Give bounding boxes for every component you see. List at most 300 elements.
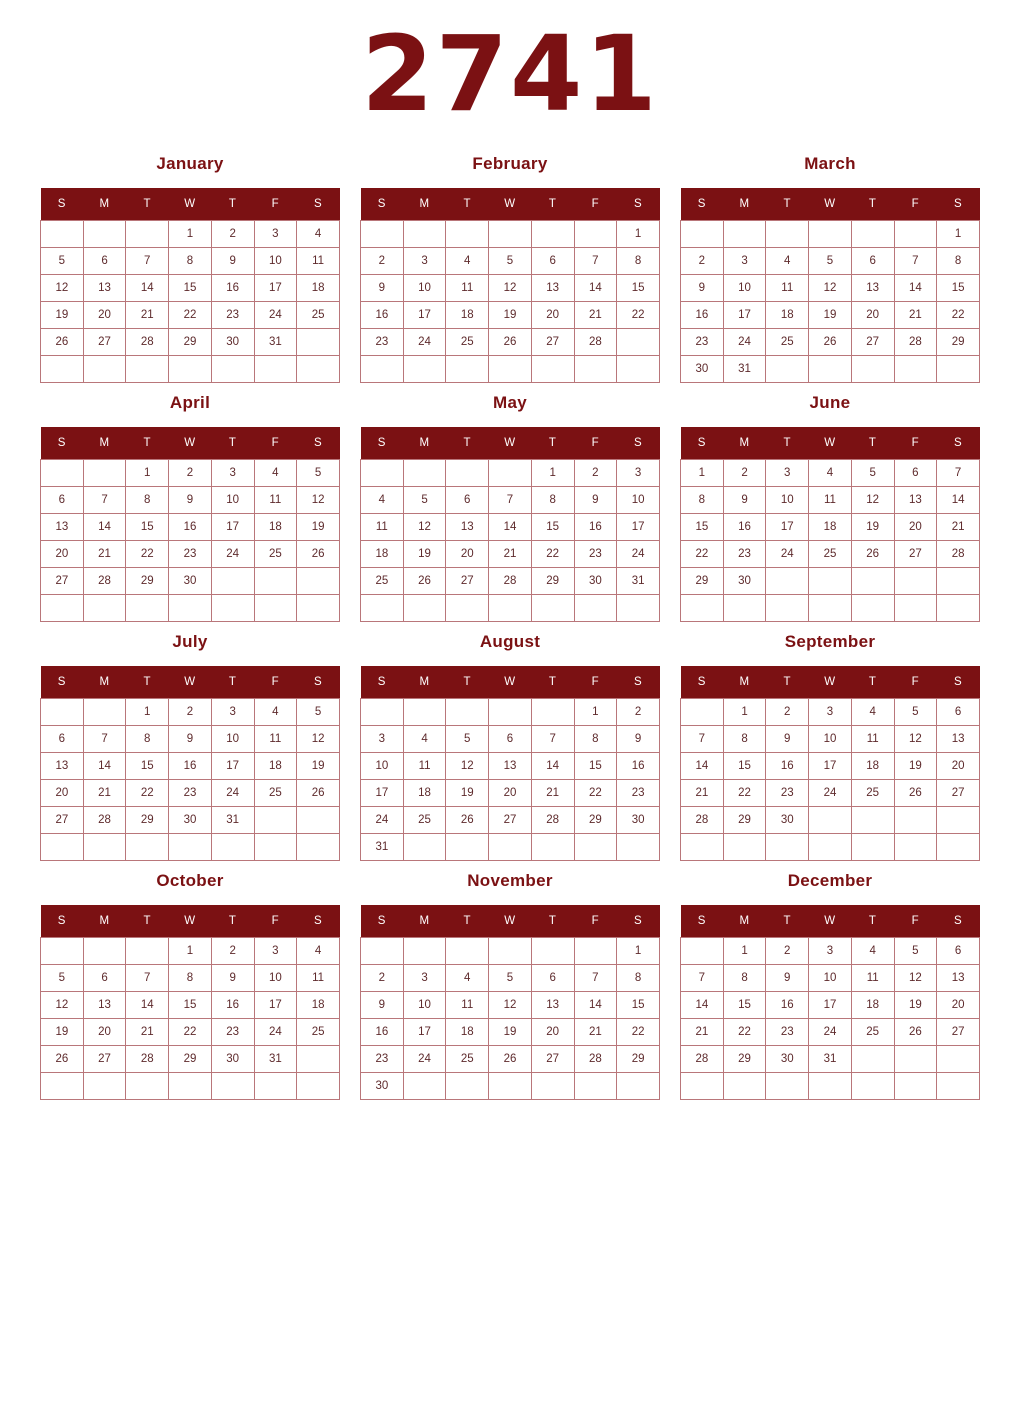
day-cell[interactable]: 16 <box>617 753 660 780</box>
day-cell[interactable]: 21 <box>126 1019 169 1046</box>
day-cell[interactable]: 18 <box>851 753 894 780</box>
day-cell[interactable]: 8 <box>126 726 169 753</box>
day-cell[interactable]: 27 <box>489 807 532 834</box>
day-cell[interactable]: 27 <box>531 329 574 356</box>
day-cell[interactable]: 26 <box>403 568 446 595</box>
day-cell[interactable]: 19 <box>489 1019 532 1046</box>
day-cell[interactable]: 5 <box>41 248 84 275</box>
day-cell[interactable]: 10 <box>254 965 297 992</box>
day-cell[interactable]: 12 <box>41 992 84 1019</box>
day-cell[interactable]: 4 <box>361 487 404 514</box>
day-cell[interactable]: 7 <box>574 248 617 275</box>
day-cell[interactable]: 10 <box>723 275 766 302</box>
day-cell[interactable]: 7 <box>126 965 169 992</box>
day-cell[interactable]: 23 <box>169 541 212 568</box>
day-cell[interactable]: 14 <box>681 992 724 1019</box>
day-cell[interactable]: 29 <box>574 807 617 834</box>
day-cell[interactable]: 10 <box>403 275 446 302</box>
day-cell[interactable]: 30 <box>574 568 617 595</box>
day-cell[interactable]: 4 <box>297 938 340 965</box>
day-cell[interactable]: 3 <box>211 699 254 726</box>
day-cell[interactable]: 5 <box>446 726 489 753</box>
day-cell[interactable]: 24 <box>723 329 766 356</box>
day-cell[interactable]: 13 <box>489 753 532 780</box>
day-cell[interactable]: 21 <box>489 541 532 568</box>
day-cell[interactable]: 13 <box>531 992 574 1019</box>
day-cell[interactable]: 15 <box>126 514 169 541</box>
day-cell[interactable]: 14 <box>574 275 617 302</box>
day-cell[interactable]: 31 <box>254 329 297 356</box>
day-cell[interactable]: 2 <box>361 965 404 992</box>
day-cell[interactable]: 23 <box>681 329 724 356</box>
day-cell[interactable]: 6 <box>894 460 937 487</box>
day-cell[interactable]: 19 <box>41 302 84 329</box>
day-cell[interactable]: 30 <box>169 568 212 595</box>
day-cell[interactable]: 1 <box>126 460 169 487</box>
day-cell[interactable]: 17 <box>809 992 852 1019</box>
day-cell[interactable]: 11 <box>297 965 340 992</box>
day-cell[interactable]: 22 <box>531 541 574 568</box>
day-cell[interactable]: 30 <box>211 1046 254 1073</box>
day-cell[interactable]: 24 <box>403 1046 446 1073</box>
day-cell[interactable]: 19 <box>297 514 340 541</box>
day-cell[interactable]: 11 <box>809 487 852 514</box>
day-cell[interactable]: 1 <box>723 938 766 965</box>
day-cell[interactable]: 8 <box>574 726 617 753</box>
day-cell[interactable]: 19 <box>41 1019 84 1046</box>
day-cell[interactable]: 5 <box>297 460 340 487</box>
day-cell[interactable]: 14 <box>126 275 169 302</box>
day-cell[interactable]: 26 <box>851 541 894 568</box>
day-cell[interactable]: 11 <box>446 275 489 302</box>
day-cell[interactable]: 1 <box>681 460 724 487</box>
day-cell[interactable]: 18 <box>297 275 340 302</box>
day-cell[interactable]: 13 <box>894 487 937 514</box>
day-cell[interactable]: 29 <box>723 1046 766 1073</box>
day-cell[interactable]: 24 <box>617 541 660 568</box>
day-cell[interactable]: 8 <box>169 965 212 992</box>
day-cell[interactable]: 22 <box>574 780 617 807</box>
day-cell[interactable]: 30 <box>723 568 766 595</box>
day-cell[interactable]: 26 <box>41 329 84 356</box>
day-cell[interactable]: 29 <box>126 807 169 834</box>
day-cell[interactable]: 17 <box>809 753 852 780</box>
day-cell[interactable]: 7 <box>531 726 574 753</box>
day-cell[interactable]: 5 <box>894 699 937 726</box>
day-cell[interactable]: 6 <box>531 965 574 992</box>
day-cell[interactable]: 18 <box>809 514 852 541</box>
day-cell[interactable]: 14 <box>531 753 574 780</box>
day-cell[interactable]: 3 <box>403 965 446 992</box>
day-cell[interactable]: 25 <box>851 1019 894 1046</box>
day-cell[interactable]: 26 <box>894 780 937 807</box>
day-cell[interactable]: 2 <box>681 248 724 275</box>
day-cell[interactable]: 25 <box>446 1046 489 1073</box>
day-cell[interactable]: 29 <box>681 568 724 595</box>
day-cell[interactable]: 27 <box>83 1046 126 1073</box>
day-cell[interactable]: 10 <box>809 726 852 753</box>
day-cell[interactable]: 28 <box>83 568 126 595</box>
day-cell[interactable]: 14 <box>126 992 169 1019</box>
day-cell[interactable]: 30 <box>211 329 254 356</box>
day-cell[interactable]: 16 <box>361 1019 404 1046</box>
day-cell[interactable]: 31 <box>211 807 254 834</box>
day-cell[interactable]: 17 <box>723 302 766 329</box>
day-cell[interactable]: 30 <box>169 807 212 834</box>
day-cell[interactable]: 17 <box>766 514 809 541</box>
day-cell[interactable]: 4 <box>809 460 852 487</box>
day-cell[interactable]: 18 <box>403 780 446 807</box>
day-cell[interactable]: 28 <box>574 1046 617 1073</box>
day-cell[interactable]: 12 <box>41 275 84 302</box>
day-cell[interactable]: 28 <box>126 1046 169 1073</box>
day-cell[interactable]: 20 <box>41 780 84 807</box>
day-cell[interactable]: 25 <box>766 329 809 356</box>
day-cell[interactable]: 2 <box>723 460 766 487</box>
day-cell[interactable]: 8 <box>531 487 574 514</box>
day-cell[interactable]: 18 <box>851 992 894 1019</box>
day-cell[interactable]: 11 <box>403 753 446 780</box>
day-cell[interactable]: 30 <box>681 356 724 383</box>
day-cell[interactable]: 11 <box>361 514 404 541</box>
day-cell[interactable]: 9 <box>766 726 809 753</box>
day-cell[interactable]: 19 <box>446 780 489 807</box>
day-cell[interactable]: 8 <box>937 248 980 275</box>
day-cell[interactable]: 1 <box>723 699 766 726</box>
day-cell[interactable]: 15 <box>169 992 212 1019</box>
day-cell[interactable]: 14 <box>574 992 617 1019</box>
day-cell[interactable]: 20 <box>83 1019 126 1046</box>
day-cell[interactable]: 26 <box>297 780 340 807</box>
day-cell[interactable]: 1 <box>169 221 212 248</box>
day-cell[interactable]: 1 <box>617 221 660 248</box>
day-cell[interactable]: 27 <box>41 807 84 834</box>
day-cell[interactable]: 9 <box>361 275 404 302</box>
day-cell[interactable]: 12 <box>894 965 937 992</box>
day-cell[interactable]: 12 <box>894 726 937 753</box>
day-cell[interactable]: 17 <box>361 780 404 807</box>
day-cell[interactable]: 4 <box>254 460 297 487</box>
day-cell[interactable]: 11 <box>254 726 297 753</box>
day-cell[interactable]: 17 <box>211 514 254 541</box>
day-cell[interactable]: 25 <box>254 541 297 568</box>
day-cell[interactable]: 1 <box>574 699 617 726</box>
day-cell[interactable]: 3 <box>254 221 297 248</box>
day-cell[interactable]: 24 <box>766 541 809 568</box>
day-cell[interactable]: 21 <box>83 780 126 807</box>
day-cell[interactable]: 17 <box>254 992 297 1019</box>
day-cell[interactable]: 11 <box>851 965 894 992</box>
day-cell[interactable]: 15 <box>126 753 169 780</box>
day-cell[interactable]: 11 <box>297 248 340 275</box>
day-cell[interactable]: 12 <box>489 992 532 1019</box>
day-cell[interactable]: 25 <box>809 541 852 568</box>
day-cell[interactable]: 9 <box>723 487 766 514</box>
day-cell[interactable]: 2 <box>617 699 660 726</box>
day-cell[interactable]: 26 <box>446 807 489 834</box>
day-cell[interactable]: 13 <box>531 275 574 302</box>
day-cell[interactable]: 23 <box>766 1019 809 1046</box>
day-cell[interactable]: 19 <box>809 302 852 329</box>
day-cell[interactable]: 14 <box>489 514 532 541</box>
day-cell[interactable]: 4 <box>254 699 297 726</box>
day-cell[interactable]: 6 <box>83 248 126 275</box>
day-cell[interactable]: 17 <box>211 753 254 780</box>
day-cell[interactable]: 27 <box>446 568 489 595</box>
day-cell[interactable]: 18 <box>254 514 297 541</box>
day-cell[interactable]: 9 <box>574 487 617 514</box>
day-cell[interactable]: 12 <box>446 753 489 780</box>
day-cell[interactable]: 27 <box>531 1046 574 1073</box>
day-cell[interactable]: 9 <box>766 965 809 992</box>
day-cell[interactable]: 16 <box>169 514 212 541</box>
day-cell[interactable]: 5 <box>41 965 84 992</box>
day-cell[interactable]: 3 <box>723 248 766 275</box>
day-cell[interactable]: 29 <box>937 329 980 356</box>
day-cell[interactable]: 2 <box>361 248 404 275</box>
day-cell[interactable]: 7 <box>681 965 724 992</box>
day-cell[interactable]: 22 <box>126 541 169 568</box>
day-cell[interactable]: 5 <box>489 965 532 992</box>
day-cell[interactable]: 1 <box>126 699 169 726</box>
day-cell[interactable]: 18 <box>297 992 340 1019</box>
day-cell[interactable]: 21 <box>531 780 574 807</box>
day-cell[interactable]: 30 <box>766 1046 809 1073</box>
day-cell[interactable]: 22 <box>681 541 724 568</box>
day-cell[interactable]: 25 <box>446 329 489 356</box>
day-cell[interactable]: 27 <box>937 1019 980 1046</box>
day-cell[interactable]: 23 <box>211 1019 254 1046</box>
day-cell[interactable]: 1 <box>617 938 660 965</box>
day-cell[interactable]: 18 <box>766 302 809 329</box>
day-cell[interactable]: 17 <box>254 275 297 302</box>
day-cell[interactable]: 4 <box>446 965 489 992</box>
day-cell[interactable]: 16 <box>211 275 254 302</box>
day-cell[interactable]: 14 <box>681 753 724 780</box>
day-cell[interactable]: 3 <box>809 699 852 726</box>
day-cell[interactable]: 21 <box>574 302 617 329</box>
day-cell[interactable]: 19 <box>894 992 937 1019</box>
day-cell[interactable]: 9 <box>211 965 254 992</box>
day-cell[interactable]: 21 <box>937 514 980 541</box>
day-cell[interactable]: 31 <box>254 1046 297 1073</box>
day-cell[interactable]: 10 <box>403 992 446 1019</box>
day-cell[interactable]: 24 <box>254 1019 297 1046</box>
day-cell[interactable]: 25 <box>297 1019 340 1046</box>
day-cell[interactable]: 13 <box>83 275 126 302</box>
day-cell[interactable]: 23 <box>361 1046 404 1073</box>
day-cell[interactable]: 8 <box>617 248 660 275</box>
day-cell[interactable]: 20 <box>83 302 126 329</box>
day-cell[interactable]: 24 <box>809 1019 852 1046</box>
day-cell[interactable]: 13 <box>41 514 84 541</box>
day-cell[interactable]: 8 <box>169 248 212 275</box>
day-cell[interactable]: 29 <box>723 807 766 834</box>
day-cell[interactable]: 19 <box>894 753 937 780</box>
day-cell[interactable]: 6 <box>937 938 980 965</box>
day-cell[interactable]: 20 <box>851 302 894 329</box>
day-cell[interactable]: 29 <box>531 568 574 595</box>
day-cell[interactable]: 10 <box>617 487 660 514</box>
day-cell[interactable]: 30 <box>766 807 809 834</box>
day-cell[interactable]: 23 <box>574 541 617 568</box>
day-cell[interactable]: 5 <box>489 248 532 275</box>
day-cell[interactable]: 29 <box>126 568 169 595</box>
day-cell[interactable]: 26 <box>809 329 852 356</box>
day-cell[interactable]: 24 <box>403 329 446 356</box>
day-cell[interactable]: 27 <box>41 568 84 595</box>
day-cell[interactable]: 20 <box>894 514 937 541</box>
day-cell[interactable]: 9 <box>169 726 212 753</box>
day-cell[interactable]: 14 <box>937 487 980 514</box>
day-cell[interactable]: 3 <box>403 248 446 275</box>
day-cell[interactable]: 2 <box>574 460 617 487</box>
day-cell[interactable]: 12 <box>851 487 894 514</box>
day-cell[interactable]: 2 <box>766 938 809 965</box>
day-cell[interactable]: 2 <box>169 460 212 487</box>
day-cell[interactable]: 6 <box>937 699 980 726</box>
day-cell[interactable]: 25 <box>851 780 894 807</box>
day-cell[interactable]: 6 <box>851 248 894 275</box>
day-cell[interactable]: 6 <box>41 487 84 514</box>
day-cell[interactable]: 8 <box>723 965 766 992</box>
day-cell[interactable]: 25 <box>403 807 446 834</box>
day-cell[interactable]: 9 <box>169 487 212 514</box>
day-cell[interactable]: 21 <box>574 1019 617 1046</box>
day-cell[interactable]: 12 <box>489 275 532 302</box>
day-cell[interactable]: 9 <box>211 248 254 275</box>
day-cell[interactable]: 26 <box>489 1046 532 1073</box>
day-cell[interactable]: 31 <box>723 356 766 383</box>
day-cell[interactable]: 25 <box>297 302 340 329</box>
day-cell[interactable]: 22 <box>617 302 660 329</box>
day-cell[interactable]: 26 <box>894 1019 937 1046</box>
day-cell[interactable]: 7 <box>574 965 617 992</box>
day-cell[interactable]: 20 <box>489 780 532 807</box>
day-cell[interactable]: 2 <box>169 699 212 726</box>
day-cell[interactable]: 28 <box>681 807 724 834</box>
day-cell[interactable]: 20 <box>937 992 980 1019</box>
day-cell[interactable]: 11 <box>446 992 489 1019</box>
day-cell[interactable]: 1 <box>169 938 212 965</box>
day-cell[interactable]: 13 <box>41 753 84 780</box>
day-cell[interactable]: 16 <box>766 753 809 780</box>
day-cell[interactable]: 28 <box>126 329 169 356</box>
day-cell[interactable]: 9 <box>361 992 404 1019</box>
day-cell[interactable]: 28 <box>83 807 126 834</box>
day-cell[interactable]: 28 <box>681 1046 724 1073</box>
day-cell[interactable]: 7 <box>83 726 126 753</box>
day-cell[interactable]: 13 <box>937 965 980 992</box>
day-cell[interactable]: 2 <box>766 699 809 726</box>
day-cell[interactable]: 7 <box>937 460 980 487</box>
day-cell[interactable]: 5 <box>851 460 894 487</box>
day-cell[interactable]: 27 <box>851 329 894 356</box>
day-cell[interactable]: 8 <box>126 487 169 514</box>
day-cell[interactable]: 17 <box>403 1019 446 1046</box>
day-cell[interactable]: 13 <box>83 992 126 1019</box>
day-cell[interactable]: 20 <box>41 541 84 568</box>
day-cell[interactable]: 24 <box>361 807 404 834</box>
day-cell[interactable]: 24 <box>211 541 254 568</box>
day-cell[interactable]: 6 <box>446 487 489 514</box>
day-cell[interactable]: 25 <box>254 780 297 807</box>
day-cell[interactable]: 25 <box>361 568 404 595</box>
day-cell[interactable]: 11 <box>851 726 894 753</box>
day-cell[interactable]: 28 <box>489 568 532 595</box>
day-cell[interactable]: 26 <box>41 1046 84 1073</box>
day-cell[interactable]: 6 <box>83 965 126 992</box>
day-cell[interactable]: 8 <box>617 965 660 992</box>
day-cell[interactable]: 13 <box>937 726 980 753</box>
day-cell[interactable]: 13 <box>446 514 489 541</box>
day-cell[interactable]: 30 <box>361 1073 404 1100</box>
day-cell[interactable]: 17 <box>403 302 446 329</box>
day-cell[interactable]: 21 <box>681 1019 724 1046</box>
day-cell[interactable]: 3 <box>766 460 809 487</box>
day-cell[interactable]: 8 <box>723 726 766 753</box>
day-cell[interactable]: 16 <box>723 514 766 541</box>
day-cell[interactable]: 22 <box>617 1019 660 1046</box>
day-cell[interactable]: 19 <box>851 514 894 541</box>
day-cell[interactable]: 24 <box>254 302 297 329</box>
day-cell[interactable]: 7 <box>83 487 126 514</box>
day-cell[interactable]: 19 <box>489 302 532 329</box>
day-cell[interactable]: 15 <box>574 753 617 780</box>
day-cell[interactable]: 22 <box>169 302 212 329</box>
day-cell[interactable]: 27 <box>937 780 980 807</box>
day-cell[interactable]: 13 <box>851 275 894 302</box>
day-cell[interactable]: 22 <box>723 1019 766 1046</box>
day-cell[interactable]: 18 <box>361 541 404 568</box>
day-cell[interactable]: 20 <box>937 753 980 780</box>
day-cell[interactable]: 18 <box>446 302 489 329</box>
day-cell[interactable]: 8 <box>681 487 724 514</box>
day-cell[interactable]: 31 <box>361 834 404 861</box>
day-cell[interactable]: 3 <box>809 938 852 965</box>
day-cell[interactable]: 10 <box>809 965 852 992</box>
day-cell[interactable]: 23 <box>723 541 766 568</box>
day-cell[interactable]: 22 <box>126 780 169 807</box>
day-cell[interactable]: 3 <box>254 938 297 965</box>
day-cell[interactable]: 7 <box>489 487 532 514</box>
day-cell[interactable]: 4 <box>297 221 340 248</box>
day-cell[interactable]: 27 <box>83 329 126 356</box>
day-cell[interactable]: 21 <box>894 302 937 329</box>
day-cell[interactable]: 24 <box>809 780 852 807</box>
day-cell[interactable]: 6 <box>41 726 84 753</box>
day-cell[interactable]: 18 <box>254 753 297 780</box>
day-cell[interactable]: 5 <box>403 487 446 514</box>
day-cell[interactable]: 1 <box>937 221 980 248</box>
day-cell[interactable]: 14 <box>894 275 937 302</box>
day-cell[interactable]: 7 <box>681 726 724 753</box>
day-cell[interactable]: 11 <box>766 275 809 302</box>
day-cell[interactable]: 12 <box>297 487 340 514</box>
day-cell[interactable]: 19 <box>297 753 340 780</box>
day-cell[interactable]: 16 <box>361 302 404 329</box>
day-cell[interactable]: 24 <box>211 780 254 807</box>
day-cell[interactable]: 21 <box>681 780 724 807</box>
day-cell[interactable]: 29 <box>169 1046 212 1073</box>
day-cell[interactable]: 16 <box>681 302 724 329</box>
day-cell[interactable]: 3 <box>211 460 254 487</box>
day-cell[interactable]: 28 <box>937 541 980 568</box>
day-cell[interactable]: 26 <box>297 541 340 568</box>
day-cell[interactable]: 29 <box>169 329 212 356</box>
day-cell[interactable]: 4 <box>851 938 894 965</box>
day-cell[interactable]: 7 <box>126 248 169 275</box>
